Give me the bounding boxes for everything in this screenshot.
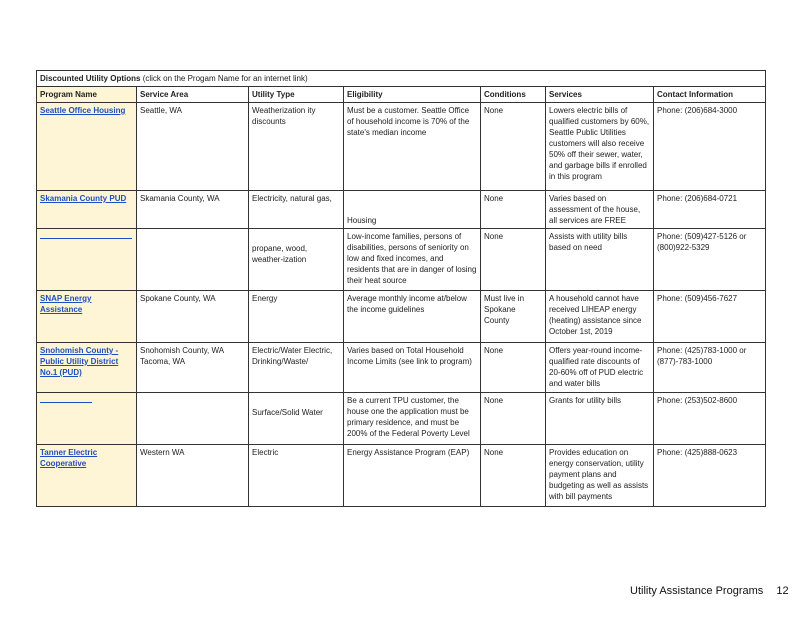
header-type: Utility Type bbox=[249, 87, 344, 103]
utility-options-table bbox=[36, 70, 766, 507]
program-cell bbox=[37, 191, 137, 229]
program-link-blank[interactable] bbox=[40, 395, 92, 403]
contact-cell: Phone: (509)456-7627 bbox=[654, 291, 766, 343]
conditions-cell: None bbox=[481, 229, 546, 291]
eligibility-cell: Average monthly income at/below the income guidelines bbox=[344, 291, 481, 343]
type-text: Surface/Solid Water bbox=[252, 408, 323, 417]
area-cell: Western WA bbox=[137, 445, 249, 507]
table-caption bbox=[37, 71, 766, 87]
area-cell bbox=[137, 229, 249, 291]
program-cell bbox=[37, 343, 137, 393]
services-cell: Varies based on assessment of the house, all services are FREE bbox=[546, 191, 654, 229]
program-link-tanner[interactable]: Tanner Electric Cooperative bbox=[40, 448, 98, 468]
services-cell: Offers year-round income-qualified rate discounts of 20-60% off of PUD electric and water bills bbox=[546, 343, 654, 393]
program-link-seattle[interactable]: Seattle Office Housing bbox=[40, 106, 126, 115]
footer-title: Utility Assistance Programs bbox=[630, 585, 764, 597]
contact-cell: Phone: (206)684-3000 bbox=[654, 103, 766, 191]
contact-cell: Phone: (206)684-0721 bbox=[654, 191, 766, 229]
contact-cell: Phone: (253)502-8600 bbox=[654, 393, 766, 445]
table-header-row bbox=[37, 87, 766, 103]
services-cell: Grants for utility bills bbox=[546, 393, 654, 445]
area-cell bbox=[137, 393, 249, 445]
services-cell: Lowers electric bills of qualified customers by 60%, Seattle Public Utilities customers will also receive 50% off their sewer, water, and garbage bills if enrolled in this program bbox=[546, 103, 654, 191]
header-program: Program Name bbox=[37, 87, 137, 103]
program-cell bbox=[37, 229, 137, 291]
table-caption-row bbox=[37, 71, 766, 87]
eligibility-cell: Be a current TPU customer, the house one the application must be primary residence, and must be 200% of the Federal Poverty Level bbox=[344, 393, 481, 445]
header-services: Services bbox=[546, 87, 654, 103]
program-link-blank[interactable] bbox=[40, 231, 132, 239]
conditions-cell: None bbox=[481, 103, 546, 191]
table-row bbox=[37, 445, 766, 507]
type-text: propane, wood, weather-ization bbox=[252, 244, 308, 264]
type-cell bbox=[249, 229, 344, 291]
type-cell: Energy bbox=[249, 291, 344, 343]
program-cell bbox=[37, 393, 137, 445]
table-row bbox=[37, 191, 766, 229]
eligibility-cell: Energy Assistance Program (EAP) bbox=[344, 445, 481, 507]
services-cell: Assists with utility bills based on need bbox=[546, 229, 654, 291]
type-cell bbox=[249, 393, 344, 445]
program-cell bbox=[37, 291, 137, 343]
services-cell: A household cannot have received LIHEAP energy (heating) assistance since October 1st, 2019 bbox=[546, 291, 654, 343]
header-area: Service Area bbox=[137, 87, 249, 103]
program-cell bbox=[37, 445, 137, 507]
type-cell: Weatherization ity discounts bbox=[249, 103, 344, 191]
header-conditions: Conditions bbox=[481, 87, 546, 103]
services-cell: Provides education on energy conservation, utility payment plans and budgeting as well as assists with bill payments bbox=[546, 445, 654, 507]
program-link-snap[interactable]: SNAP Energy Assistance bbox=[40, 294, 92, 314]
page-footer bbox=[630, 585, 789, 597]
type-cell: Electric/Water Electric, Drinking/Waste/ bbox=[249, 343, 344, 393]
conditions-cell: None bbox=[481, 191, 546, 229]
contact-cell: Phone: (425)783-1000 or (877)-783-1000 bbox=[654, 343, 766, 393]
program-link-skamania[interactable]: Skamania County PUD bbox=[40, 194, 127, 203]
header-contact: Contact Information bbox=[654, 87, 766, 103]
area-cell: Seattle, WA bbox=[137, 103, 249, 191]
type-cell: Electric bbox=[249, 445, 344, 507]
eligibility-cell: Must be a customer. Seattle Office of household income is 70% of the state's median income bbox=[344, 103, 481, 191]
area-cell: Skamania County, WA bbox=[137, 191, 249, 229]
type-cell: Electricity, natural gas, bbox=[249, 191, 344, 229]
eligibility-cell: Varies based on Total Household Income Limits (see link to program) bbox=[344, 343, 481, 393]
eligibility-cell: Low-income families, persons of disabilities, persons of seniority on low and fixed incomes, and residents that are in danger of losing their heat source bbox=[344, 229, 481, 291]
contact-cell: Phone: (425)888-0623 bbox=[654, 445, 766, 507]
conditions-cell: None bbox=[481, 393, 546, 445]
contact-cell: Phone: (509)427-5126 or (800)922-5329 bbox=[654, 229, 766, 291]
caption-title: Discounted Utility Options bbox=[40, 74, 141, 83]
conditions-cell: Must live in Spokane County bbox=[481, 291, 546, 343]
table-row bbox=[37, 343, 766, 393]
area-cell: Snohomish County, WA Tacoma, WA bbox=[137, 343, 249, 393]
area-cell: Spokane County, WA bbox=[137, 291, 249, 343]
caption-note: (click on the Progam Name for an internet link) bbox=[142, 74, 308, 83]
header-eligibility: Eligibility bbox=[344, 87, 481, 103]
table-row bbox=[37, 103, 766, 191]
program-cell bbox=[37, 103, 137, 191]
page-number: 12 bbox=[776, 585, 789, 597]
table-row bbox=[37, 291, 766, 343]
table-row bbox=[37, 229, 766, 291]
eligibility-text: Housing bbox=[347, 216, 377, 225]
program-link-snohomish[interactable]: Snohomish County - Public Utility District No.1 (PUD) bbox=[40, 346, 119, 377]
table-row bbox=[37, 393, 766, 445]
eligibility-cell bbox=[344, 191, 481, 229]
conditions-cell: None bbox=[481, 445, 546, 507]
conditions-cell: None bbox=[481, 343, 546, 393]
